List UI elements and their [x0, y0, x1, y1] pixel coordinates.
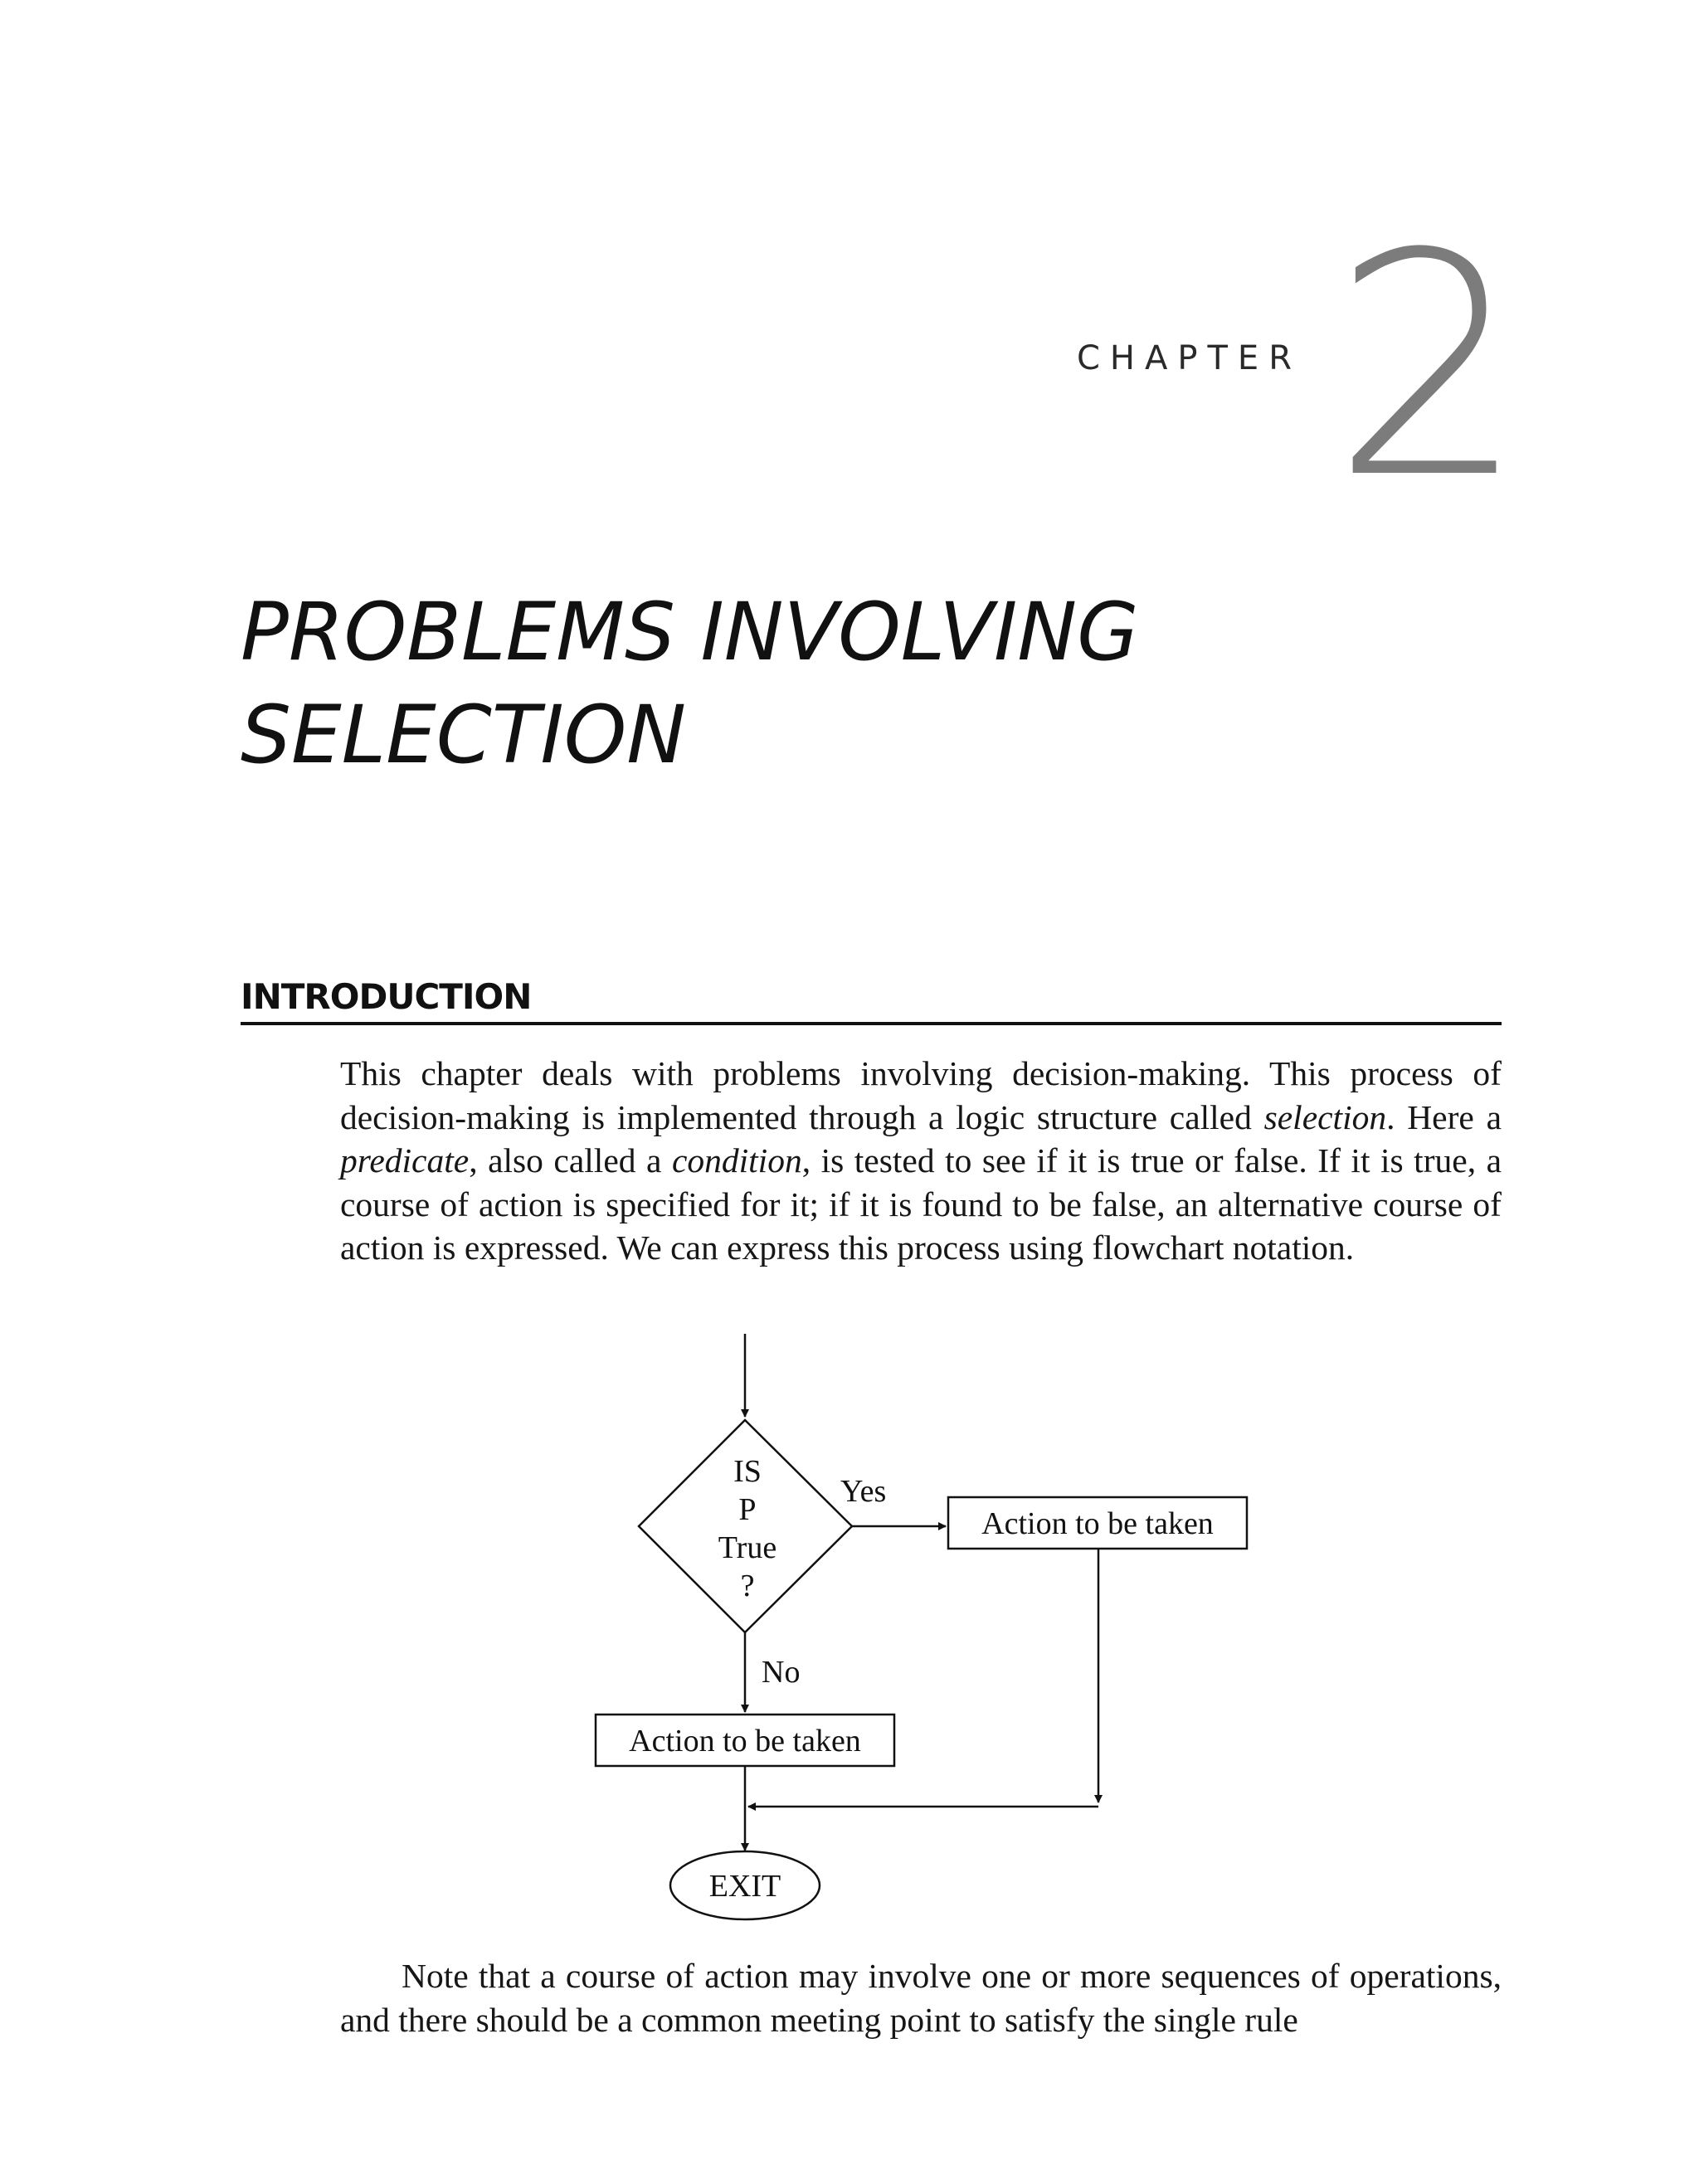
yes-label: Yes	[840, 1474, 887, 1509]
no-label: No	[762, 1655, 801, 1690]
term-condition: condition	[671, 1141, 802, 1180]
term-selection: selection	[1263, 1097, 1387, 1136]
term-predicate: predicate	[340, 1141, 470, 1180]
decision-text-p: P	[738, 1492, 757, 1527]
yes-action-box	[948, 1497, 1247, 1549]
no-action-text: Action to be taken	[629, 1724, 861, 1758]
section-heading-text: INTRODUCTION	[241, 976, 532, 1017]
intro-text-3: , also called a	[469, 1141, 672, 1180]
yes-action-text: Action to be taken	[981, 1506, 1214, 1541]
intro-paragraph	[340, 1052, 1502, 1270]
chapter-title: PROBLEMS INVOLVING SELECTION	[241, 586, 1139, 781]
decision-text-is: IS	[733, 1454, 762, 1489]
note-paragraph: Note that a course of action may involve one or more sequences of operations, and there should be a common meeting point to satisfy the single rule	[340, 1957, 1502, 2039]
chapter-label: CHAPTER	[1077, 339, 1302, 377]
section-heading	[241, 975, 1502, 1025]
exit-text: EXIT	[708, 1869, 781, 1904]
decision-diamond	[639, 1420, 852, 1632]
intro-text-4: , is tested to see if it is true or false. If it is true, a course of action is specified for it; if it is found to be false, an alternative course of action is expressed. We can express this process using flowchart notation.	[340, 1141, 1502, 1267]
decision-text-question: ?	[740, 1569, 755, 1603]
chapter-number: 2	[1331, 189, 1527, 546]
intro-text-1: This chapter deals with problems involving decision-making. This process of decision-making is implemented through a logic structure called	[340, 1054, 1502, 1136]
exit-terminal	[670, 1851, 820, 1919]
no-action-box	[596, 1715, 894, 1766]
decision-text-true: True	[718, 1530, 777, 1565]
intro-text-2: . Here a	[1386, 1097, 1502, 1136]
